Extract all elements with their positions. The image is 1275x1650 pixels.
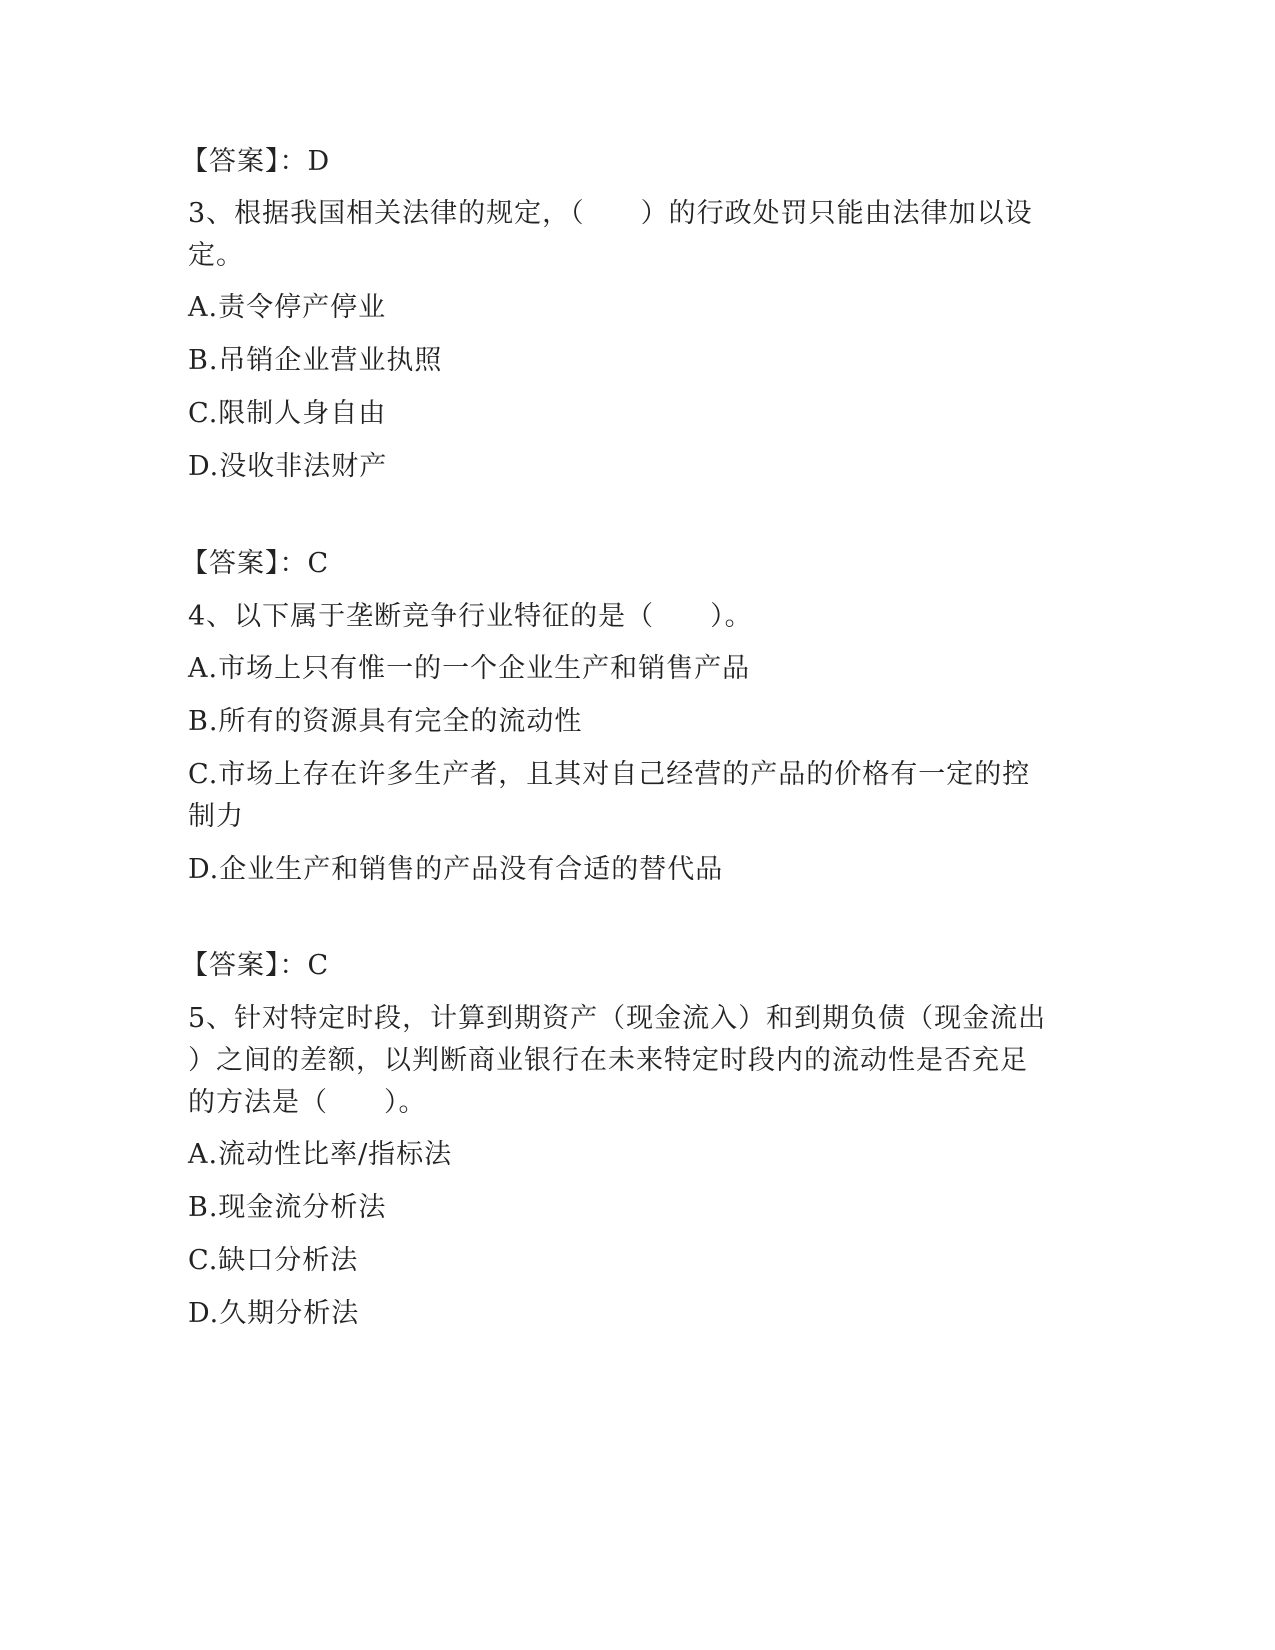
- q5-option-b: B.现金流分析法: [188, 1192, 387, 1223]
- q3-stem-line-1: 3、根据我国相关法律的规定，（ ）的行政处罚只能由法律加以设: [188, 198, 1033, 229]
- q5-stem-line-1: 5、针对特定时段，计算到期资产（现金流入）和到期负债（现金流出: [188, 1003, 1047, 1034]
- q4-option-c-line-1: C.市场上存在许多生产者，且其对自己经营的产品的价格有一定的控: [188, 759, 1031, 790]
- q4-option-a: A.市场上只有惟一的一个企业生产和销售产品: [188, 653, 751, 684]
- q4-option-c-line-2: 制力: [188, 801, 244, 832]
- q5-stem-line-2: ）之间的差额，以判断商业银行在未来特定时段内的流动性是否充足: [188, 1045, 1028, 1076]
- q4-option-b: B.所有的资源具有完全的流动性: [188, 706, 583, 737]
- q4-answer: 【答案】：C: [181, 950, 330, 981]
- q4-stem-line-1: 4、以下属于垄断竞争行业特征的是（ ）。: [188, 601, 753, 632]
- q5-option-a: A.流动性比率/指标法: [188, 1139, 453, 1170]
- answer-prev: 【答案】：D: [181, 146, 331, 177]
- q4-option-d: D.企业生产和销售的产品没有合适的替代品: [188, 854, 724, 885]
- q3-stem-line-2: 定。: [188, 240, 244, 271]
- q5-option-d: D.久期分析法: [188, 1298, 360, 1329]
- q5-option-c: C.缺口分析法: [188, 1245, 359, 1276]
- q3-option-d: D.没收非法财产: [188, 451, 388, 482]
- q3-option-c: C.限制人身自由: [188, 398, 387, 429]
- q3-option-b: B.吊销企业营业执照: [188, 345, 443, 376]
- q5-stem-line-3: 的方法是（ ）。: [188, 1087, 427, 1118]
- q3-answer: 【答案】：C: [181, 548, 330, 579]
- q3-option-a: A.责令停产停业: [188, 292, 387, 323]
